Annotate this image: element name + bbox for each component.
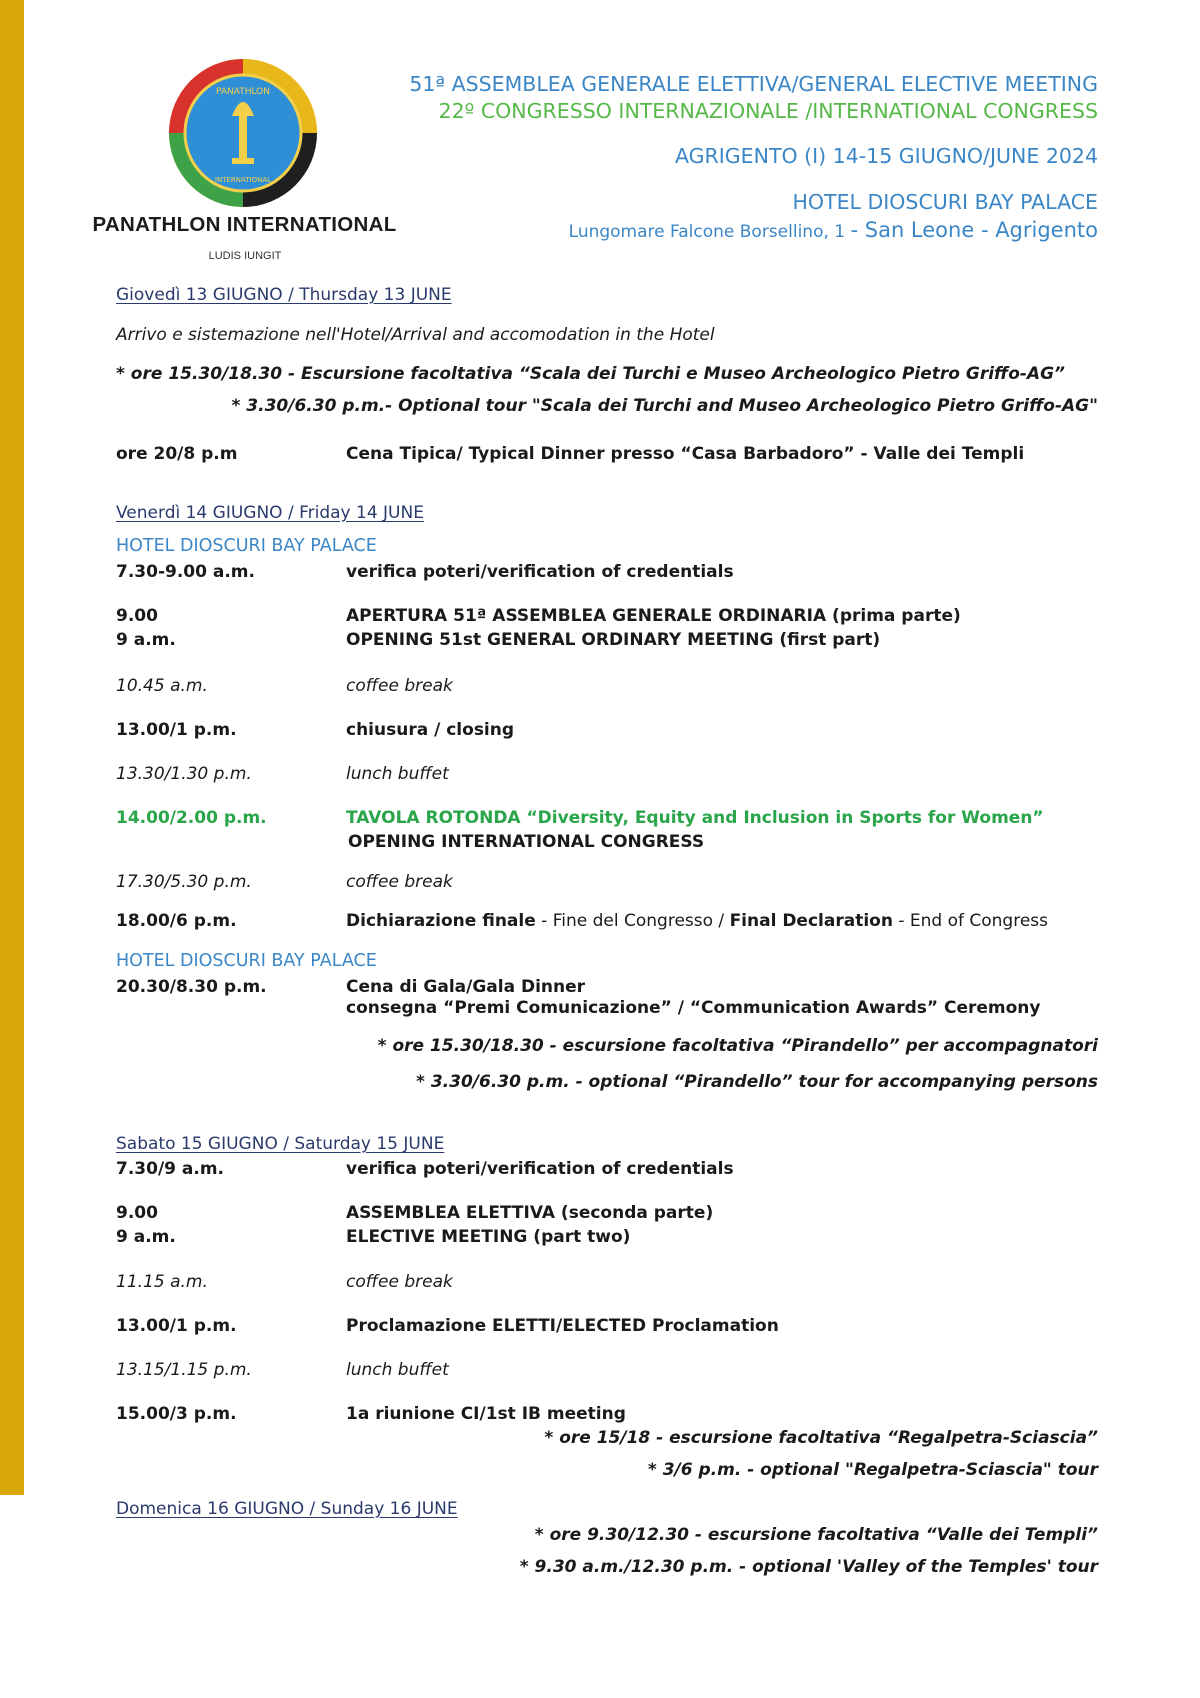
day2-tour-en: * 3.30/6.30 p.m. - optional “Pirandello” tour for accompanying persons [416, 1072, 1098, 1092]
end-congress-it: - Fine del Congresso / [535, 911, 730, 931]
logo-text-top: PANATHLON [216, 87, 270, 97]
event-title-2: 22º CONGRESSO INTERNAZIONALE /INTERNATIONAL CONGRESS [438, 99, 1098, 123]
schedule-time: 13.00/1 p.m. [116, 720, 237, 740]
schedule-desc: verifica poteri/verification of credentials [346, 562, 734, 582]
schedule-desc: Cena Tipica/ Typical Dinner presso “Casa Barbadoro” - Valle dei Templi [346, 444, 1025, 464]
schedule-desc: OPENING INTERNATIONAL CONGRESS [348, 832, 705, 852]
schedule-desc: ELECTIVE MEETING (part two) [346, 1227, 631, 1247]
schedule-time: 13.30/1.30 p.m. [116, 764, 252, 784]
schedule-time: 10.45 a.m. [116, 676, 208, 696]
day3-tour-it: * ore 15/18 - escursione facoltativa “Regalpetra-Sciascia” [544, 1428, 1098, 1448]
day2-venue: HOTEL DIOSCURI BAY PALACE [116, 536, 377, 556]
schedule-desc: chiusura / closing [346, 720, 515, 740]
schedule-desc: TAVOLA ROTONDA “Diversity, Equity and Inclusion in Sports for Women” [346, 808, 1044, 828]
schedule-time: 13.15/1.15 p.m. [116, 1360, 252, 1380]
schedule-desc [346, 911, 1048, 931]
day2-tour-it: * ore 15.30/18.30 - escursione facoltativa “Pirandello” per accompagnatori [377, 1036, 1098, 1056]
schedule-time: 13.00/1 p.m. [116, 1316, 237, 1336]
schedule-desc: consegna “Premi Comunicazione” / “Communication Awards” Ceremony [346, 998, 1041, 1018]
schedule-time: 15.00/3 p.m. [116, 1404, 237, 1424]
day4-heading: Domenica 16 GIUGNO / Sunday 16 JUNE [116, 1499, 458, 1519]
address-city: - San Leone - Agrigento [850, 218, 1098, 242]
schedule-time: 14.00/2.00 p.m. [116, 808, 267, 828]
logo-text-bottom: INTERNATIONAL [214, 176, 272, 184]
schedule-desc: coffee break [346, 872, 453, 892]
schedule-desc: ASSEMBLEA ELETTIVA (seconda parte) [346, 1203, 714, 1223]
schedule-desc: lunch buffet [346, 764, 449, 784]
panathlon-logo [168, 58, 318, 208]
day1-arrival: Arrivo e sistemazione nell'Hotel/Arrival and accomodation in the Hotel [116, 325, 715, 345]
final-declaration-en: Final Declaration [729, 911, 893, 931]
org-motto: LUDIS IUNGIT [208, 250, 282, 262]
day2-venue-gala: HOTEL DIOSCURI BAY PALACE [116, 951, 377, 971]
schedule-desc: Cena di Gala/Gala Dinner [346, 977, 586, 997]
final-declaration-it: Dichiarazione finale [346, 911, 536, 931]
schedule-desc: coffee break [346, 1272, 453, 1292]
address-street: Lungomare Falcone Borsellino, 1 [568, 222, 851, 242]
day1-tour-en: * 3.30/6.30 p.m.- Optional tour "Scala dei Turchi and Museo Archeologico Pietro Griffo-AG" [231, 396, 1098, 416]
schedule-desc: Proclamazione ELETTI/ELECTED Proclamation [346, 1316, 779, 1336]
side-accent-bar [0, 0, 24, 1495]
schedule-time: 18.00/6 p.m. [116, 911, 237, 931]
schedule-desc: lunch buffet [346, 1360, 449, 1380]
day4-tour-en: * 9.30 a.m./12.30 p.m. - optional 'Valley of the Temples' tour [519, 1557, 1098, 1577]
hotel-name: HOTEL DIOSCURI BAY PALACE [792, 190, 1098, 214]
schedule-time: 9.00 [116, 1203, 158, 1223]
schedule-time: 7.30/9 a.m. [116, 1159, 225, 1179]
schedule-time: 9.00 [116, 606, 158, 626]
end-congress-en: - End of Congress [892, 911, 1049, 931]
schedule-time: 20.30/8.30 p.m. [116, 977, 267, 997]
day1-tour-it: * ore 15.30/18.30 - Escursione facoltativa “Scala dei Turchi e Museo Archeologico Pietro Griffo-AG” [116, 364, 1065, 384]
day3-tour-en: * 3/6 p.m. - optional "Regalpetra-Sciascia" tour [647, 1460, 1098, 1480]
org-name: PANATHLON INTERNATIONAL [92, 213, 397, 236]
schedule-desc: OPENING 51st GENERAL ORDINARY MEETING (first part) [346, 630, 881, 650]
schedule-time: 9 a.m. [116, 630, 176, 650]
schedule-time: 9 a.m. [116, 1227, 176, 1247]
day1-heading: Giovedì 13 GIUGNO / Thursday 13 JUNE [116, 285, 452, 305]
schedule-desc: coffee break [346, 676, 453, 696]
hotel-address [569, 218, 1098, 242]
schedule-time: ore 20/8 p.m [116, 444, 238, 464]
schedule-time: 11.15 a.m. [116, 1272, 208, 1292]
schedule-desc: APERTURA 51ª ASSEMBLEA GENERALE ORDINARIA (prima parte) [346, 606, 961, 626]
event-location-date: AGRIGENTO (I) 14-15 GIUGNO/JUNE 2024 [674, 144, 1098, 168]
schedule-time: 17.30/5.30 p.m. [116, 872, 252, 892]
event-title-1: 51ª ASSEMBLEA GENERALE ELETTIVA/GENERAL ELECTIVE MEETING [409, 72, 1098, 96]
day4-tour-it: * ore 9.30/12.30 - escursione facoltativa “Valle dei Templi” [534, 1525, 1098, 1545]
schedule-desc: verifica poteri/verification of credentials [346, 1159, 734, 1179]
day2-heading: Venerdì 14 GIUGNO / Friday 14 JUNE [116, 503, 424, 523]
day3-heading: Sabato 15 GIUGNO / Saturday 15 JUNE [116, 1134, 445, 1154]
schedule-time: 7.30-9.00 a.m. [116, 562, 255, 582]
schedule-desc: 1a riunione CI/1st IB meeting [346, 1404, 626, 1424]
